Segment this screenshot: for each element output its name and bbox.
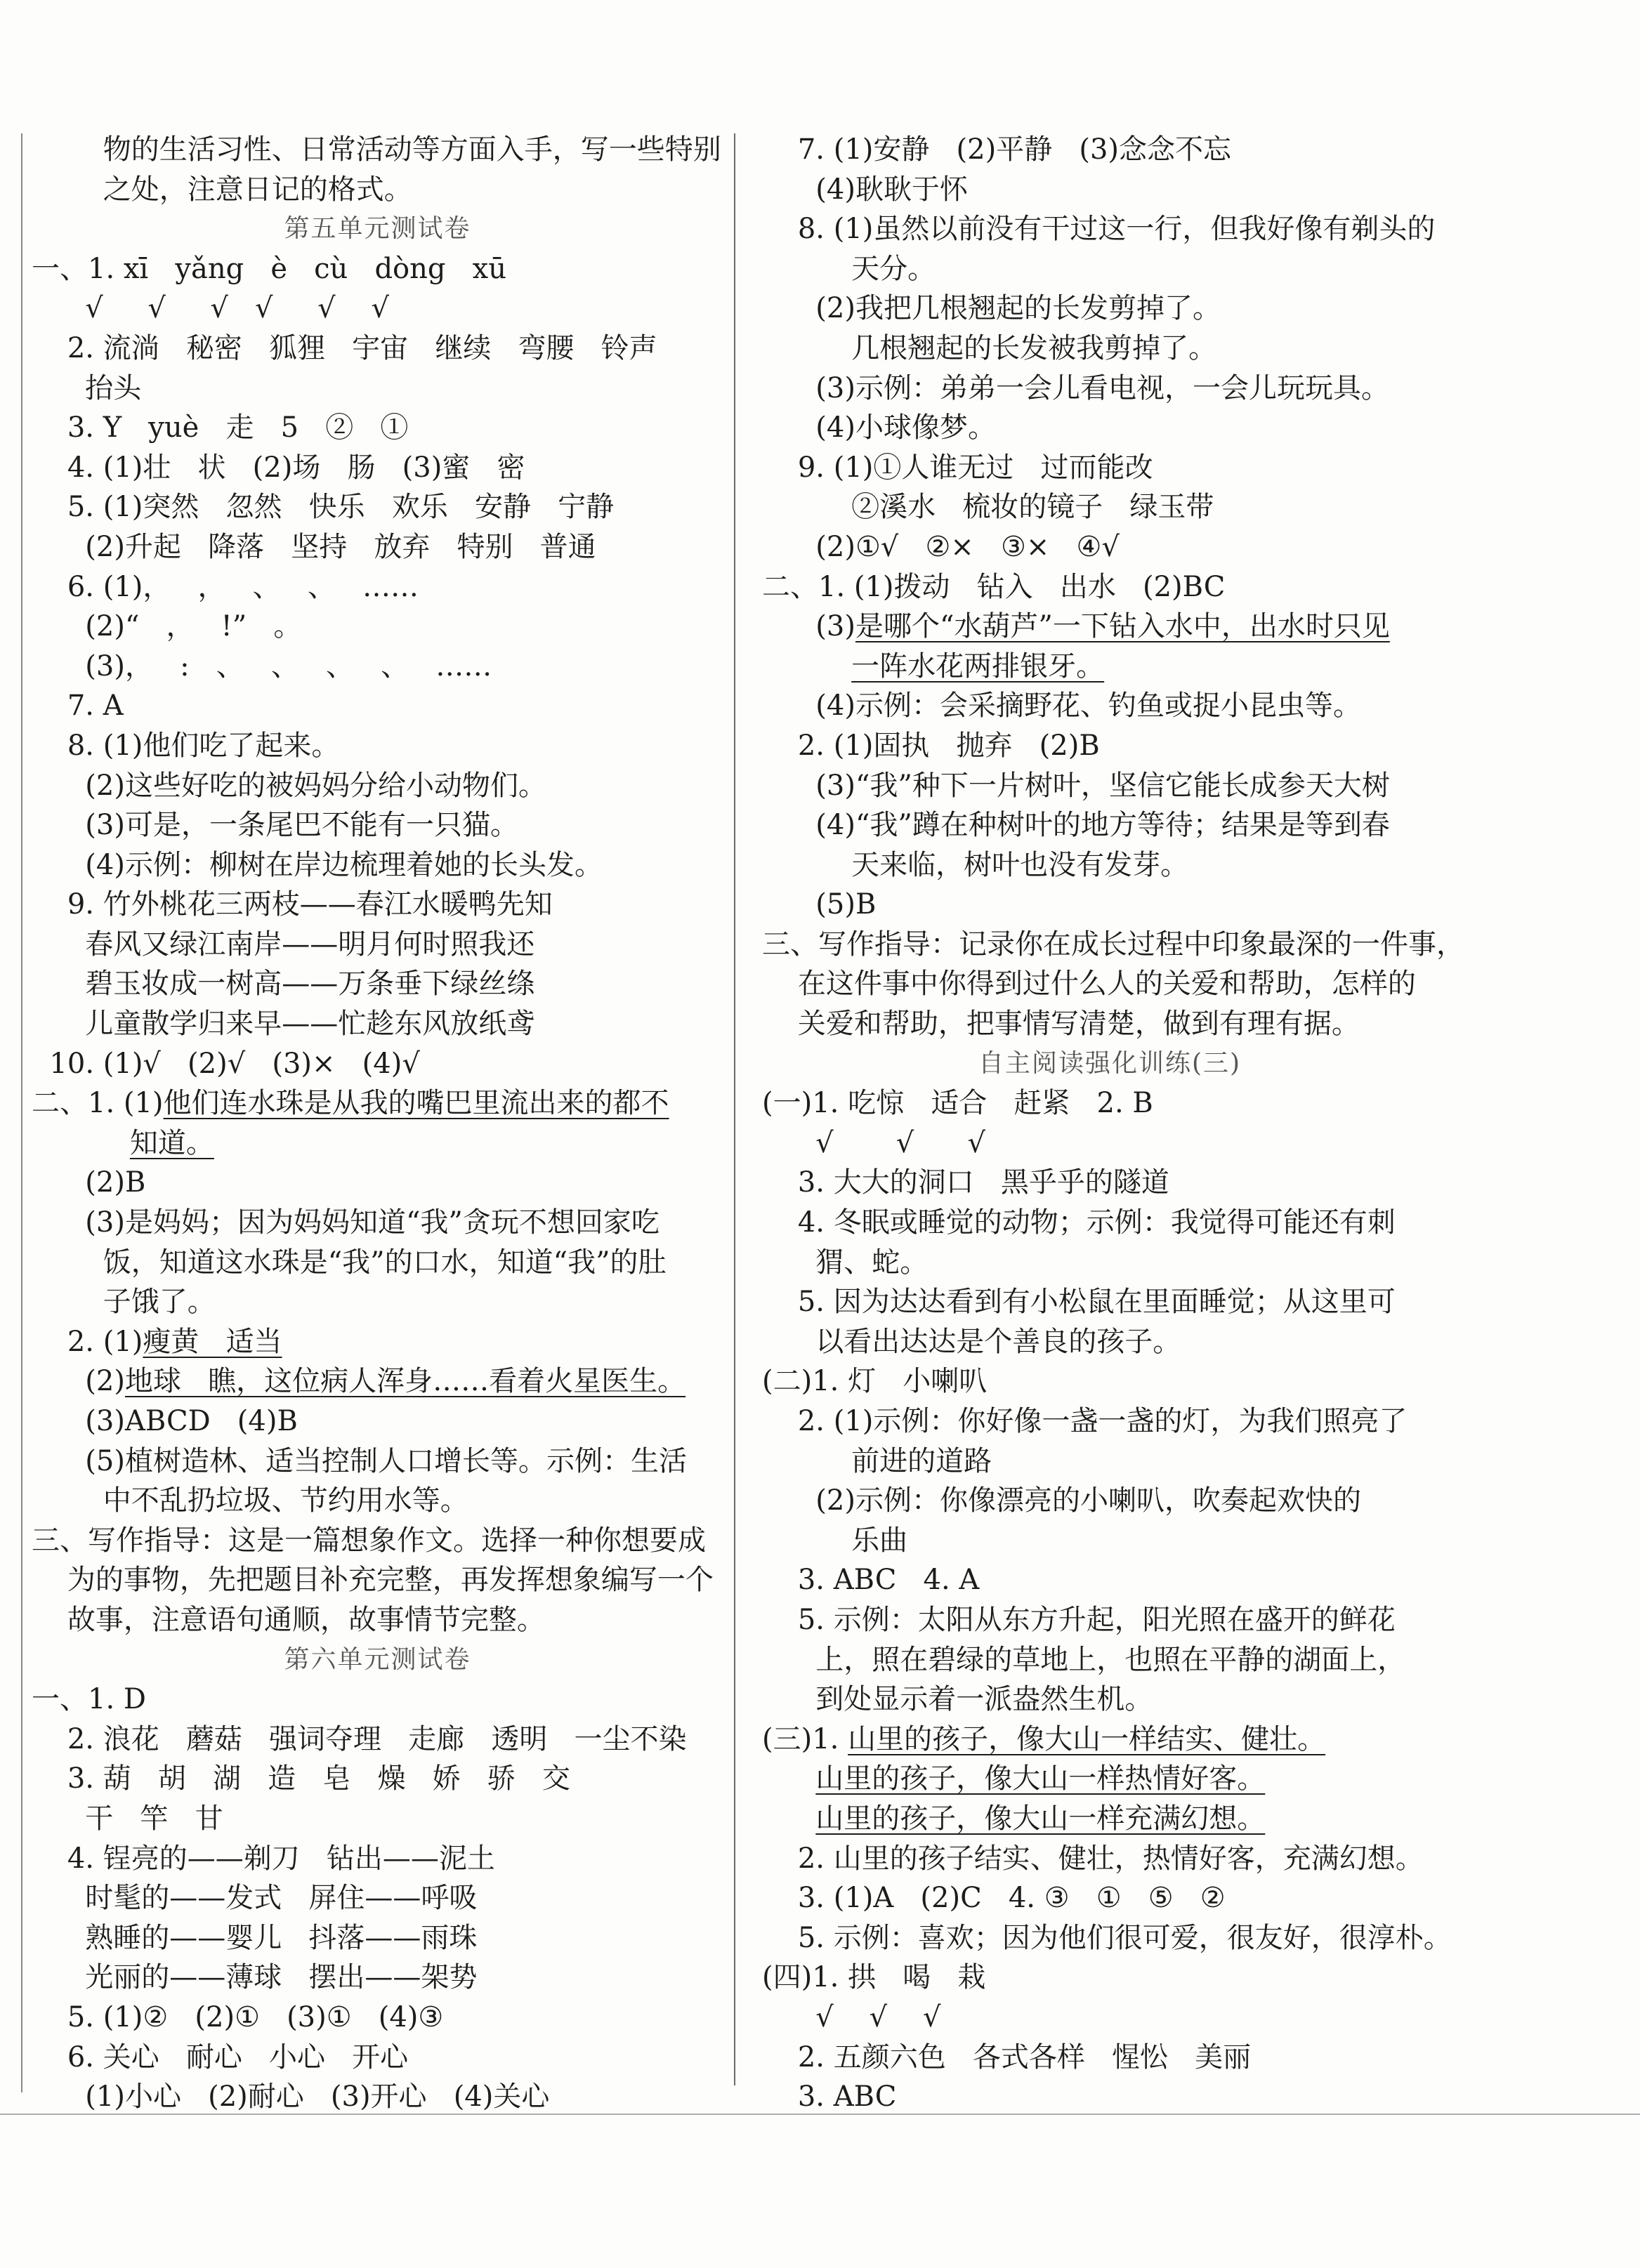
underlined-answer: 瘦黄 适当 — [143, 1325, 282, 1358]
answer-prefix: (三)1. — [762, 1722, 848, 1755]
answer-line: 10. (1)√ (2)√ (3)× (4)√ — [32, 1047, 420, 1080]
answer-line: 前进的道路 — [762, 1444, 992, 1477]
answer-line: (4)示例：会采摘野花、钓鱼或捉小昆虫等。 — [762, 690, 1361, 723]
section-title: 第六单元测试卷 — [284, 1644, 471, 1674]
underlined-answer: 地球 瞧，这位病人浑身……看着火星医生。 — [124, 1365, 686, 1398]
answer-line: 中不乱扔垃圾、节约用水等。 — [32, 1484, 468, 1517]
answer-line: 6. (1)， ， 、 、 …… — [32, 570, 419, 603]
underlined-answer: 他们连水珠是从我的嘴巴里流出来的都不 — [163, 1087, 669, 1120]
answer-line: ②溪水 梳妆的镜子 绿玉带 — [762, 491, 1214, 524]
answer-line: 熟睡的——婴儿 抖落——雨珠 — [32, 1921, 478, 1954]
answer-line: 子饿了。 — [32, 1286, 216, 1319]
answer-prefix: (3) — [762, 610, 855, 643]
answer-line: √ √ √ — [762, 2000, 941, 2033]
answer-line: 以看出达达是个善良的孩子。 — [762, 1325, 1181, 1358]
answer-line-underlined — [32, 1322, 723, 1362]
underlined-answer: 山里的孩子，像大山一样结实、健壮。 — [848, 1722, 1326, 1755]
answer-prefix — [762, 1802, 815, 1835]
answer-line: 上，照在碧绿的草地上，也照在平静的湖面上， — [762, 1643, 1406, 1676]
answer-line: 2. 流淌 秘密 狐狸 宇宙 继续 弯腰 铃声 — [32, 331, 657, 364]
answer-line: 3. Y yuè 走 5 ② ① — [32, 411, 409, 444]
answer-line: (3)示例：弟弟一会儿看电视，一会儿玩玩具。 — [762, 371, 1389, 404]
answer-line: 天来临，树叶也没有发芽。 — [762, 848, 1189, 881]
answer-line: 三、写作指导：这是一篇想象作文。选择一种你想要成 — [32, 1524, 706, 1557]
answer-line: 天分。 — [762, 252, 936, 285]
answer-line-underlined — [762, 647, 1457, 687]
answer-line: 二、1. (1)拨动 钻入 出水 (2)BC — [762, 570, 1226, 603]
answer-line: (5)B — [762, 888, 877, 921]
answer-line: (二)1. 灯 小喇叭 — [762, 1365, 988, 1398]
answer-line: 2. 五颜六色 各式各样 惺忪 美丽 — [762, 2040, 1252, 2073]
answer-line: 3. ABC 4. A — [762, 1564, 980, 1597]
answer-line: 碧玉妆成一树高——万条垂下绿丝绦 — [32, 968, 535, 1001]
answer-line: 7. (1)安静 (2)平静 (3)念念不忘 — [762, 133, 1232, 166]
answer-line: √ √ √ — [762, 1126, 986, 1159]
answer-line: 2. (1)固执 抛弃 (2)B — [762, 729, 1100, 762]
left-margin-rule — [21, 133, 22, 2092]
answer-line: 春风又绿江南岸——明月何时照我还 — [32, 928, 535, 961]
answer-line: 4. 锃亮的——剃刀 钻出——泥土 — [32, 1842, 495, 1875]
answer-line: (4)示例：柳树在岸边梳理着她的长头发。 — [32, 848, 603, 881]
answer-line: (一)1. 吃惊 适合 赶紧 2. B — [762, 1087, 1153, 1120]
column-divider — [734, 133, 735, 2085]
answer-line-underlined — [32, 1083, 723, 1123]
answer-line: (3)可是，一条尾巴不能有一只猫。 — [32, 809, 518, 842]
answer-line: 3. 葫 胡 湖 造 皂 燥 娇 骄 交 — [32, 1762, 570, 1795]
answer-prefix: (2) — [32, 1365, 125, 1398]
answer-line: 之处，注意日记的格式。 — [32, 173, 412, 206]
answer-line: 故事，注意语句通顺，故事情节完整。 — [32, 1603, 545, 1636]
answer-line-underlined — [762, 1799, 1457, 1839]
answer-line: (3)是妈妈；因为妈妈知道“我”贪玩不想回家吃 — [32, 1206, 660, 1239]
answer-line: (2)升起 降落 坚持 放弃 特别 普通 — [32, 530, 596, 563]
underlined-answer: 知道。 — [129, 1126, 214, 1159]
answer-line: 到处显示着一派盎然生机。 — [762, 1683, 1153, 1716]
section-title: 自主阅读强化训练(三) — [978, 1048, 1242, 1078]
left-answer-column — [32, 130, 723, 2117]
answer-line: 4. (1)壮 状 (2)场 肠 (3)蜜 密 — [32, 451, 525, 484]
answer-line: 三、写作指导：记录你在成长过程中印象最深的一件事， — [762, 928, 1464, 961]
section-title: 第五单元测试卷 — [284, 214, 471, 244]
answer-line: (3)ABCD (4)B — [32, 1405, 298, 1437]
answer-line: 9. (1)①人谁无过 过而能改 — [762, 451, 1153, 484]
answer-line: 9. 竹外桃花三两枝——春江水暖鸭先知 — [32, 888, 553, 921]
answer-line: (4)小球像梦。 — [762, 411, 996, 444]
answer-line: 一、1. D — [32, 1683, 146, 1716]
underlined-answer: 一阵水花两排银牙。 — [851, 650, 1105, 683]
answer-line: (2)我把几根翘起的长发剪掉了。 — [762, 292, 1221, 325]
answer-prefix — [32, 1127, 130, 1159]
answer-line: 饭，知道这水珠是“我”的口水，知道“我”的肚 — [32, 1246, 667, 1279]
answer-line: (4)耿耿于怀 — [762, 173, 968, 206]
answer-line: 8. (1)虽然以前没有干过这一行，但我好像有剃头的 — [762, 213, 1436, 246]
answer-line: 几根翘起的长发被我剪掉了。 — [762, 331, 1217, 364]
answer-line: 8. (1)他们吃了起来。 — [32, 729, 340, 762]
underlined-answer: 是哪个“水葫芦”一下钻入水中，出水时只见 — [855, 610, 1390, 643]
answer-line-underlined — [762, 1720, 1457, 1760]
answer-line: (3)“我”种下一片树叶，坚信它能长成参天大树 — [762, 769, 1390, 802]
answer-line: (2)这些好吃的被妈妈分给小动物们。 — [32, 769, 546, 802]
answer-line: 4. 冬眠或睡觉的动物；示例：我觉得可能还有刺 — [762, 1206, 1396, 1239]
right-answer-column — [762, 130, 1464, 2117]
answer-line-underlined — [762, 607, 1457, 647]
answer-prefix — [762, 1762, 815, 1795]
answer-prefix: 二、1. (1) — [32, 1087, 164, 1120]
answer-line: 2. 山里的孩子结实、健壮，热情好客，充满幻想。 — [762, 1842, 1424, 1875]
answer-line: (2)B — [32, 1166, 146, 1199]
answer-line: 光丽的——薄球 摆出——架势 — [32, 1961, 478, 1994]
answer-line: 5. 示例：太阳从东方升起，阳光照在盛开的鲜花 — [762, 1603, 1396, 1636]
answer-line: 儿童散学归来早——忙趁东风放纸鸢 — [32, 1008, 535, 1041]
underlined-answer: 山里的孩子，像大山一样充满幻想。 — [815, 1802, 1266, 1835]
answer-line: 3. ABC — [762, 2081, 897, 2114]
answer-line: 时髦的——发式 屏住——呼吸 — [32, 1882, 478, 1915]
answer-line-underlined — [32, 1362, 723, 1402]
answer-line: (2)“ ， !” 。 — [32, 610, 302, 643]
answer-line: 5. (1)突然 忽然 快乐 欢乐 安静 宁静 — [32, 491, 615, 524]
answer-line: (2)①√ ②× ③× ④√ — [762, 530, 1120, 563]
answer-line: 为的事物，先把题目补充完整，再发挥想象编写一个 — [32, 1564, 714, 1597]
answer-line-underlined — [32, 1123, 723, 1163]
answer-line: 7. A — [32, 690, 124, 723]
answer-prefix: 2. (1) — [32, 1325, 143, 1358]
answer-line-underlined — [762, 1759, 1457, 1799]
answer-line: 乐曲 — [762, 1524, 908, 1557]
answer-line: (5)植树造林、适当控制人口增长等。示例：生活 — [32, 1444, 687, 1477]
answer-line: (四)1. 拱 喝 栽 — [762, 1961, 986, 1994]
answer-line: (4)“我”蹲在种树叶的地方等待；结果是等到春 — [762, 809, 1390, 842]
answer-line: (2)示例：你像漂亮的小喇叭，吹奏起欢快的 — [762, 1484, 1361, 1517]
answer-prefix — [762, 650, 851, 683]
answer-line: 3. 大大的洞口 黑乎乎的隧道 — [762, 1166, 1169, 1199]
answer-line: (3)， : 、 、 、 、 …… — [32, 650, 492, 683]
answer-line: 抬头 — [32, 371, 142, 404]
answer-line: 一、1. xī yǎng è cù dòng xū — [32, 252, 506, 285]
answer-line: 干 竿 甘 — [32, 1802, 223, 1835]
answer-line: 关爱和帮助，把事情写清楚，做到有理有据。 — [762, 1008, 1360, 1041]
answer-line: √ √ √ √ √ √ — [32, 292, 389, 325]
answer-line: 5. (1)② (2)① (3)① (4)③ — [32, 2000, 444, 2033]
answer-line: 5. 示例：喜欢；因为他们很可爱，很友好，很淳朴。 — [762, 1921, 1452, 1954]
underlined-answer: 山里的孩子，像大山一样热情好客。 — [815, 1762, 1266, 1795]
answer-line: 2. (1)示例：你好像一盏一盏的灯，为我们照亮了 — [762, 1405, 1408, 1437]
answer-line: 在这件事中你得到过什么人的关爱和帮助，怎样的 — [762, 968, 1416, 1001]
answer-line: 5. 因为达达看到有小松鼠在里面睡觉；从这里可 — [762, 1286, 1396, 1319]
answer-line: 物的生活习性、日常活动等方面入手，写一些特别 — [32, 133, 721, 166]
answer-line: 猬、蛇。 — [762, 1246, 929, 1279]
answer-line: 3. (1)A (2)C 4. ③ ① ⑤ ② — [762, 1882, 1226, 1915]
answer-line: 2. 浪花 蘑菇 强词夺理 走廊 透明 一尘不染 — [32, 1722, 687, 1755]
answer-line: 6. 关心 耐心 小心 开心 — [32, 2040, 409, 2073]
answer-line: (1)小心 (2)耐心 (3)开心 (4)关心 — [32, 2081, 550, 2114]
